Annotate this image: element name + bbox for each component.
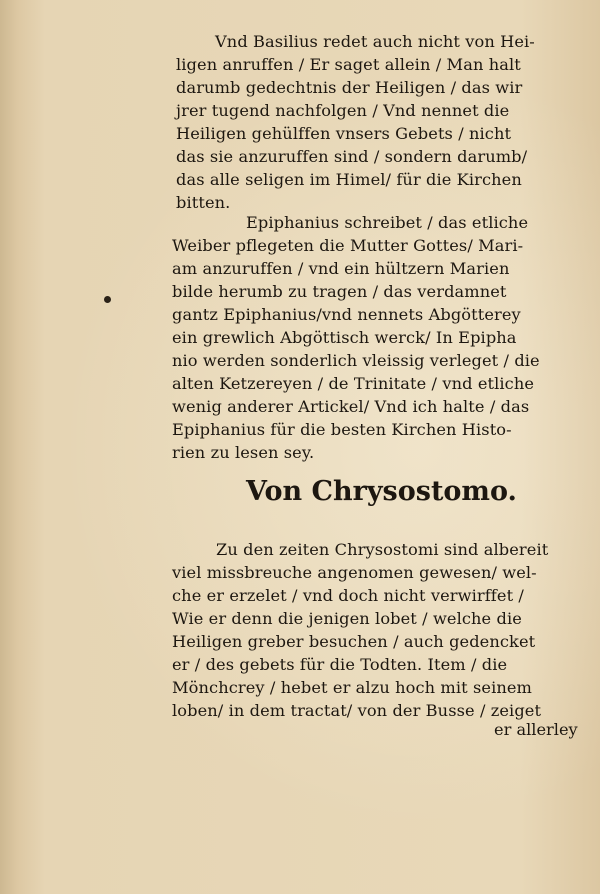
text-line: Heiligen gehülffen vnsers Gebets / nicht — [176, 124, 512, 143]
text-line: alten Ketzereyen / de Trinitate / vnd etliche — [172, 374, 535, 393]
text-line: das alle seligen im Himel/ für die Kirchen — [176, 170, 522, 189]
text-line: Heiligen greber besuchen / auch gedencket — [172, 632, 536, 651]
text-line: Vnd Basilius redet auch nicht von Hei- — [215, 32, 535, 51]
text-line: Epiphanius für die besten Kirchen Histo- — [172, 420, 512, 439]
text-line: ligen anruffen / Er saget allein / Man halt — [176, 55, 521, 74]
text-line: jrer tugend nachfolgen / Vnd nennet die — [176, 101, 510, 120]
text-line: Wie er denn die jenigen lobet / welche die — [172, 609, 522, 628]
text-line: che er erzelet / vnd doch nicht verwirffet / — [172, 586, 524, 605]
text-line: loben/ in dem tractat/ von der Busse / zeiget — [172, 701, 542, 720]
text-line: bilde herumb zu tragen / das verdamnet — [172, 282, 507, 301]
ink-spot — [104, 296, 111, 303]
catchword: er allerley — [494, 720, 578, 739]
text-line: Mönchcrey / hebet er alzu hoch mit seinem — [172, 678, 533, 697]
text-line: bitten. — [176, 193, 231, 212]
text-line: Epiphanius schreibet / das etliche — [246, 213, 529, 232]
text-line: das sie anzuruffen sind / sondern darumb/ — [176, 147, 528, 166]
text-line: Weiber pflegeten die Mutter Gottes/ Mari- — [172, 236, 524, 255]
text-line: ein grewlich Abgöttisch werck/ In Epipha — [172, 328, 517, 347]
text-line: Zu den zeiten Chrysostomi sind albereit — [216, 540, 549, 559]
text-line: nio werden sonderlich vleissig verleget / die — [172, 351, 540, 370]
text-line: wenig anderer Artickel/ Vnd ich halte / das — [172, 397, 530, 416]
text-line: rien zu lesen sey. — [172, 443, 315, 462]
text-line: am anzuruffen / vnd ein hültzern Marien — [172, 259, 510, 278]
text-line: gantz Epiphanius/vnd nennets Abgötterey — [172, 305, 521, 324]
section-heading: Von Chrysostomo. — [246, 476, 517, 507]
text-line: darumb gedechtnis der Heiligen / das wir — [176, 78, 523, 97]
text-line: viel missbreuche angenomen gewesen/ wel- — [172, 563, 537, 582]
text-line: er / des gebets für die Todten. Item / die — [172, 655, 508, 674]
